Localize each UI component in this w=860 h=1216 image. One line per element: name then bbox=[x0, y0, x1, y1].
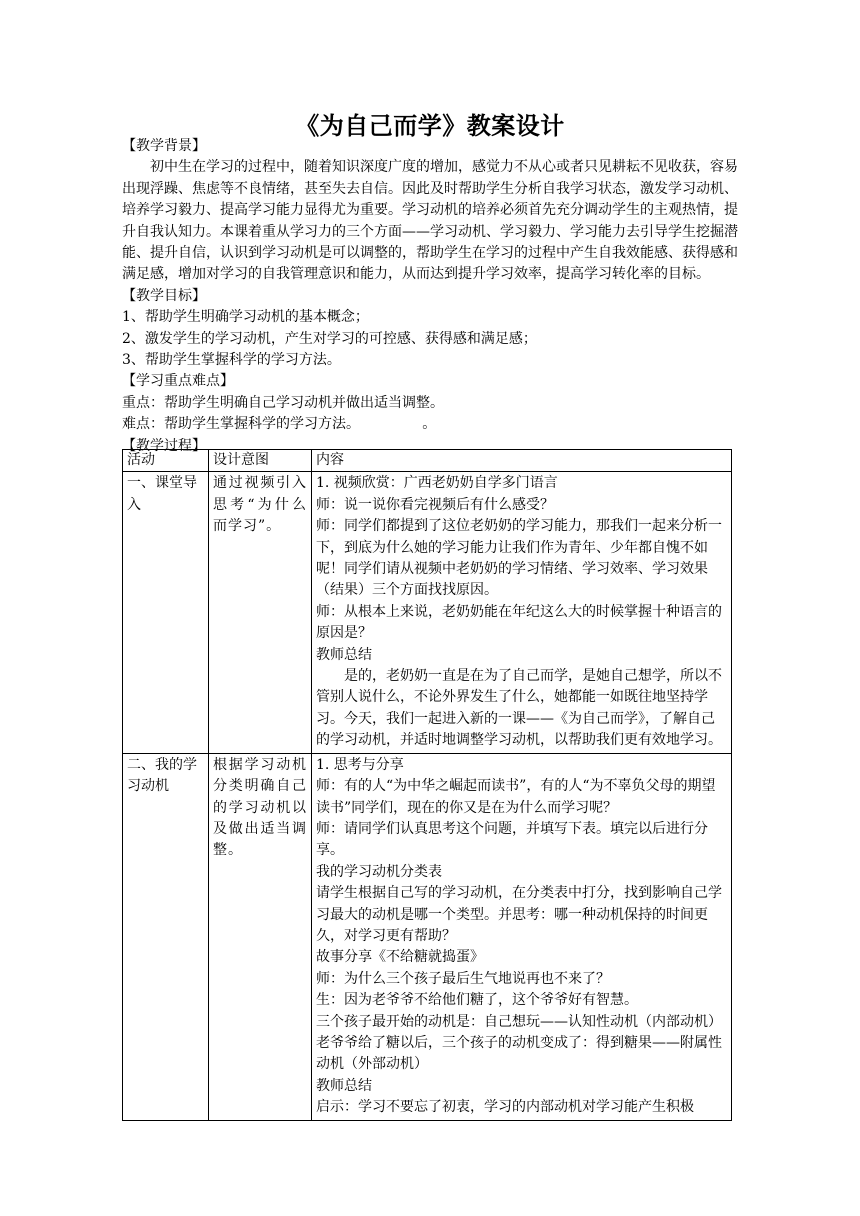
content-line: 教师总结 bbox=[316, 646, 372, 663]
goal-item: 2、激发学生的学习动机，产生对学习的可控感、获得感和满足感； bbox=[122, 330, 537, 347]
content-line: 师：同学们都提到了这位老奶奶的学习能力，那我们一起来分析一下，到底为什么她的学习能力让我们作为青年、少年都自愧不如呢！同学们请从视频中老奶奶的学习情绪、学习效率、学习效果（结果）三个方面找找原因。 bbox=[316, 518, 722, 599]
content-line: 师：请同学们认真思考这个问题，并填写下表。填完以后进行分享。 bbox=[316, 820, 708, 859]
document-title: 《为自己而学》教案设计 bbox=[295, 111, 565, 140]
content-line: 1. 视频欣赏：广西老奶奶自学多门语言 bbox=[316, 475, 558, 492]
focus-point: 重点：帮助学生明确自己学习动机并做出适当调整。 bbox=[122, 394, 444, 411]
activity-cell: 一、课堂导入 bbox=[123, 472, 209, 753]
goal-item: 3、帮助学生掌握科学的学习方法。 bbox=[122, 352, 341, 369]
content-cell bbox=[312, 472, 732, 753]
content-line: 师：为什么三个孩子最后生气地说再也不来了？ bbox=[316, 970, 610, 987]
goal-item: 1、帮助学生明确学习动机的基本概念； bbox=[122, 309, 369, 326]
content-line: 故事分享《不给糖就捣蛋》 bbox=[316, 949, 484, 966]
content-line: 我的学习动机分类表 bbox=[316, 863, 442, 880]
content-line: 生：因为老爷爷不给他们糖了，这个爷爷好有智慧。 bbox=[316, 992, 638, 1009]
activity-cell: 二、我的学习动机 bbox=[123, 753, 209, 1120]
section-heading-key-points: 【学习重点难点】 bbox=[122, 373, 234, 390]
background-paragraph: 初中生在学习的过程中，随着知识深度广度的增加，感觉力不从心或者只见耕耘不见收获，容易出现浮躁、焦虑等不良情绪，甚至失去自信。因此及时帮助学生分析自我学习状态，激发学习动机、培养学习毅力、提高学习能力显得尤为重要。学习动机的培养必须首先充分调动学生的主观热情，提升自我认知力。本课着重从学习力的三个方面——学习动机、学习毅力、学习能力去引导学生挖掘潜能、提升自信，认识到学习动机是可以调整的，帮助学生在学习的过程中产生自我效能感、获得感和满足感，增加对学习的自我管理意识和能力，从而达到提升学习效率，提高学习转化率的目标。 bbox=[122, 159, 738, 283]
content-line: 三个孩子最开始的动机是：自己想玩——认知性动机（内部动机） bbox=[316, 1013, 722, 1030]
content-line: 师：有的人“为中华之崛起而读书”，有的人“为不辜负父母的期望读书”同学们，现在的你又是在为什么而学习呢？ bbox=[316, 778, 716, 816]
content-line: 老爷爷给了糖以后，三个孩子的动机变成了：得到糖果——附属性动机（外部动机） bbox=[316, 1034, 722, 1073]
content-line: 教师总结 bbox=[316, 1077, 372, 1094]
column-header-intent: 设计意图 bbox=[209, 450, 312, 472]
table-header-row bbox=[123, 450, 732, 472]
column-header-content: 内容 bbox=[312, 450, 732, 472]
table-row bbox=[123, 472, 732, 753]
content-line: 请学生根据自己写的学习动机，在分类表中打分，找到影响自己学习最大的动机是哪一个类型。并思考：哪一种动机保持的时间更久，对学习更有帮助？ bbox=[316, 885, 722, 944]
process-table bbox=[122, 449, 732, 1121]
intent-cell: 根据学习动机分类明确自己的学习动机以及做出适当调整。 bbox=[209, 753, 312, 1120]
section-heading-background: 【教学背景】 bbox=[122, 138, 206, 154]
content-line: 是的，老奶奶一直是在为了自己而学，是她自己想学，所以不管别人说什么，不论外界发生了什么，她都能一如既往地坚持学习。今天，我们一起进入新的一课——《为自己而学》，了解自己的学习动机，并适时地调整学习动机，以帮助我们更有效地学习。 bbox=[316, 668, 722, 749]
intent-cell: 通过视频引入思考“为什么而学习”。 bbox=[209, 472, 312, 753]
column-header-activity: 活动 bbox=[123, 450, 209, 472]
section-heading-goals: 【教学目标】 bbox=[122, 287, 206, 304]
document-body bbox=[122, 136, 738, 457]
content-line: 师：说一说你看完视频后有什么感受？ bbox=[316, 496, 554, 513]
section-heading-process: 【教学过程】 bbox=[122, 437, 206, 454]
content-line: 师：从根本上来说，老奶奶能在年纪这么大的时候掌握十种语言的原因是？ bbox=[316, 603, 722, 642]
difficulty-point: 难点：帮助学生掌握科学的学习方法。 。 bbox=[122, 416, 437, 433]
table-row bbox=[123, 753, 732, 1120]
content-line: 启示：学习不要忘了初衷，学习的内部动机对学习能产生积极 bbox=[316, 1099, 694, 1116]
content-line: 1. 思考与分享 bbox=[316, 756, 404, 773]
content-cell bbox=[312, 753, 732, 1120]
